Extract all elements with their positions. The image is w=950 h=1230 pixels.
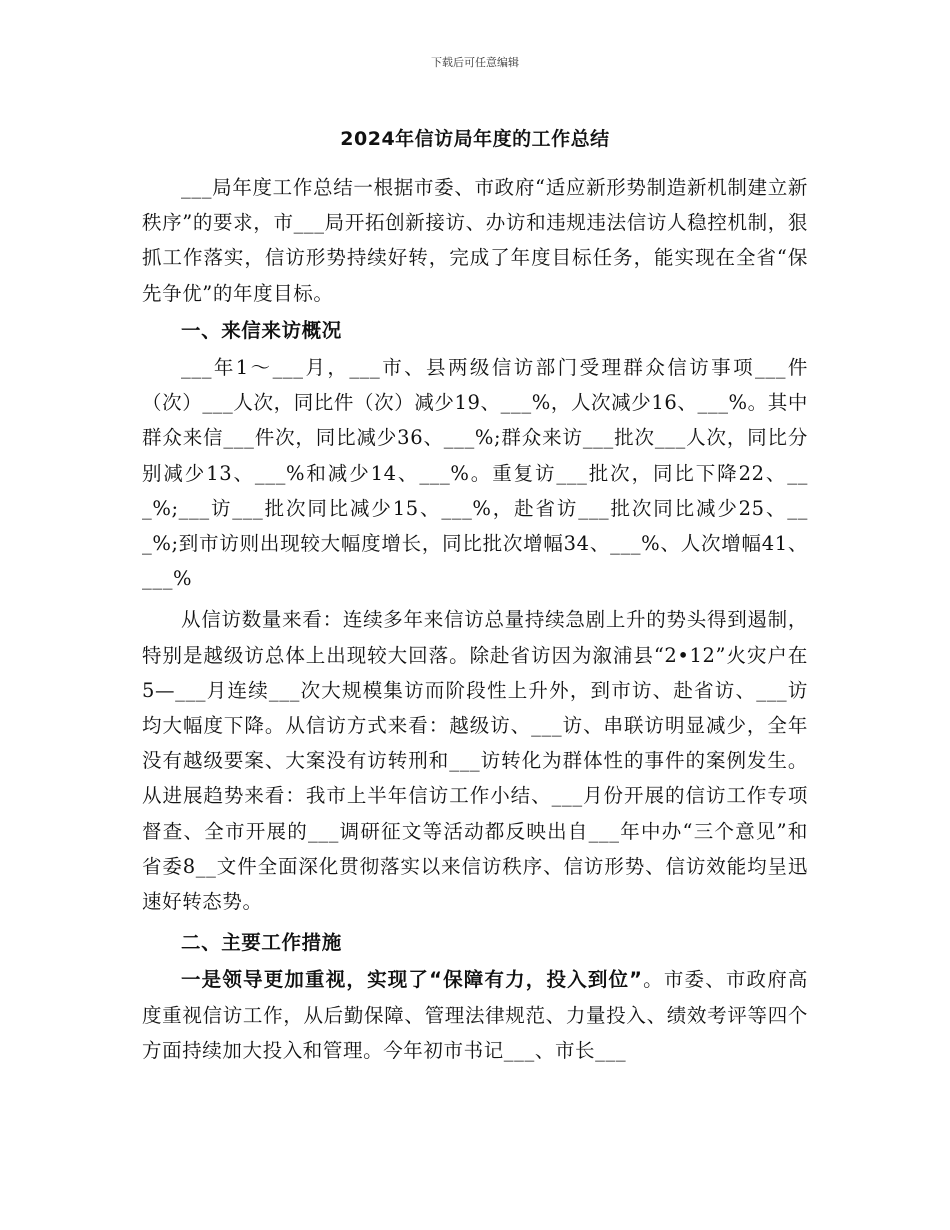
measure-1-text: 。市委、市政府高度重视信访工作，从后勤保障、管理法律规范、力量投入、绩效考评等四个方面持续加大投入和管理。今年初市书记___、市长___ — [142, 968, 808, 1062]
paragraph-analysis: 从信访数量来看：连续多年来信访总量持续急剧上升的势头得到遏制，特别是越级访总体上出现较大回落。除赴省访因为溆浦县“2•12”火灾户在5—___月连续___次大规模集访而阶段性上升外，到市访、赴省访、___访均大幅度下降。从信访方式来看：越级访、___访、串联访明显减少，全年没有越级要案、大案没有访转刑和___访转化为群体性的事件的案例发生。从进展趋势来看：我市上半年信访工作小结、___月份开展的信访工作专项督查、全市开展的___调研征文等活动都反映出自___年中办“三个意见”和省委8__文件全面深化贯彻落实以来信访秩序、信访形势、信访效能均呈迅速好转态势。 — [142, 608, 808, 914]
paragraph-measure-1 — [142, 962, 808, 1068]
paragraph-overview: ___年1～___月，___市、县两级信访部门受理群众信访事项___件（次）___人次，同比件（次）减少19、___%，人次减少16、___%。其中群众来信___件次，同比减少36、___%;群众来访___批次___人次，同比分别减少13、___%和减少14、___%。重复访___批次，同比下降22、___%;___访___批次同比减少15、___%，赴省访___批次同比减少25、___%;到市访则出现较大幅度增长，同比批次增幅34、___%、人次增幅41、___% — [142, 356, 808, 591]
measure-1-lead: 一是领导更加重视，实现了“保障有力，投入到位” — [181, 968, 643, 992]
document-body — [142, 170, 808, 1068]
header-note: 下载后可任意编辑 — [431, 56, 519, 69]
section-heading-2: 二、主要工作措施 — [181, 931, 342, 955]
section-heading-1: 一、来信来访概况 — [181, 318, 342, 342]
document-title: 2024年信访局年度的工作总结 — [340, 128, 610, 150]
paragraph-intro: ___局年度工作总结一根据市委、市政府“适应新形势制造新机制建立新秩序”的要求，市___局开拓创新接访、办访和违规违法信访人稳控机制，狠抓工作落实，信访形势持续好转，完成了年度目标任务，能实现在全省“保先争优”的年度目标。 — [142, 176, 808, 305]
